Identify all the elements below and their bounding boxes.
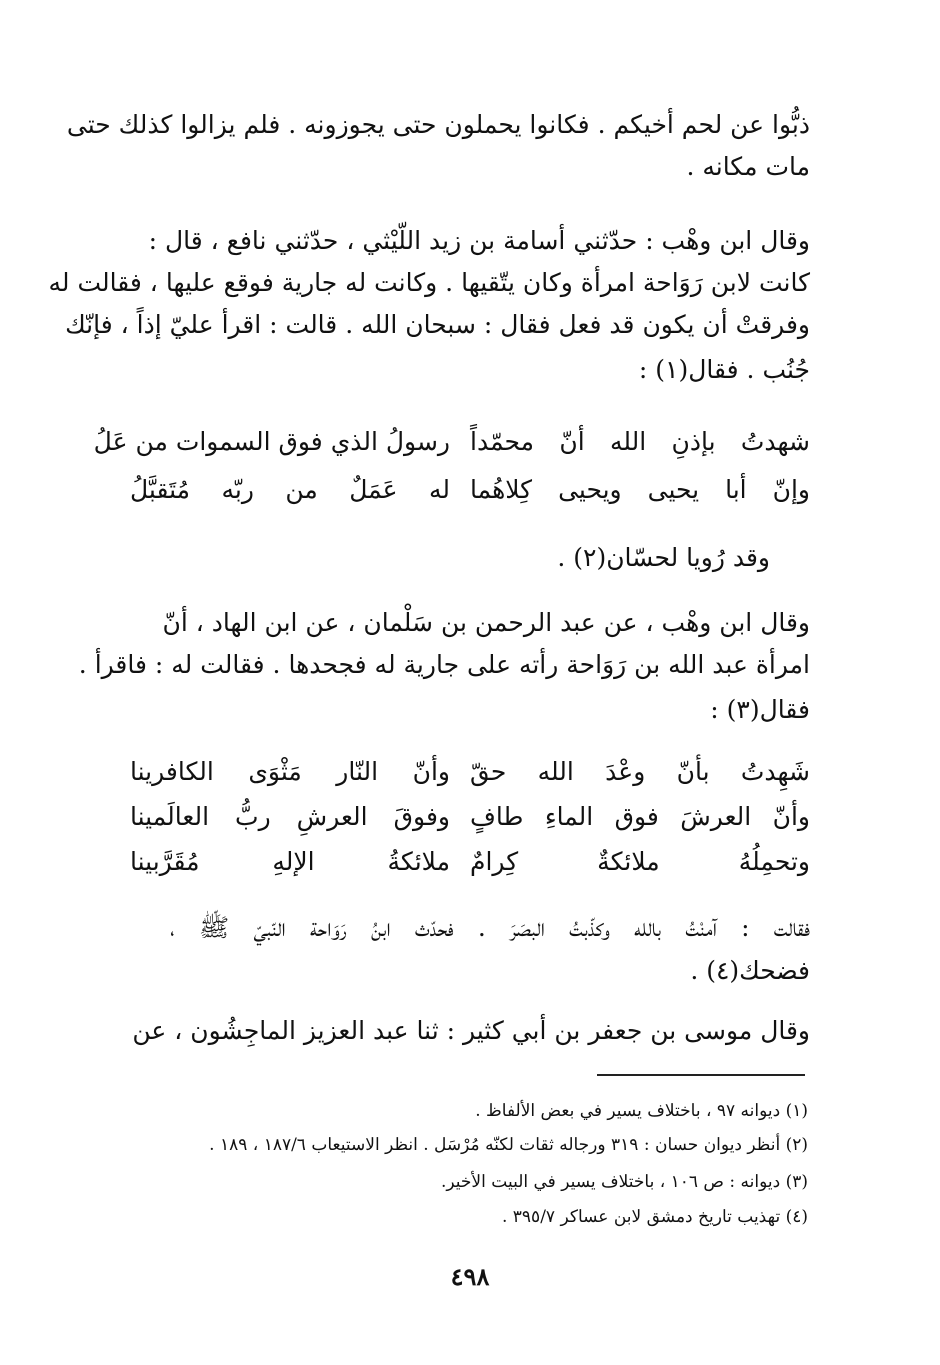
verse-hemistich-left: شهدتُ بإذنِ الله أنّ محمّداً <box>470 427 810 456</box>
text-line: وفرقتْ أن يكون قد فعل فقال : سبحان الله . قالت : اقرأ عليّ إذاً ، فإنّك <box>65 310 810 339</box>
page-number: ٤٩٨ <box>450 1262 490 1291</box>
text-line: فقالت : آمنْتُ بالله وكذّبتُ البصَرَ . فحدّث ابنُ رَوَاحة النّبيّ ﷺ ، <box>170 913 810 942</box>
footnote: (٢) أنظر ديوان حسان : ٣١٩ ورجاله ثقات لكنّه مُرْسَل . انظر الاستيعاب ١٨٧/٦ ، ١٨٩ . <box>209 1135 808 1155</box>
text-line: وقال ابن وهْب : حدّثني أسامة بن زيد اللّيْثي ، حدّثني نافع ، قال : <box>148 226 810 255</box>
text-line: فقال(٣) : <box>710 695 810 724</box>
text-line: وقال موسى بن جعفر بن أبي كثير : ثنا عبد العزيز الماجِشُون ، عن <box>132 1016 810 1045</box>
verse-hemistich-right: رسولُ الذي فوق السموات من عَلُ <box>93 427 450 456</box>
text-line: وقد رُويا لحسّان(٢) . <box>557 543 770 572</box>
verse-hemistich-right: وفوقَ العرشِ ربُّ العالَمينا <box>130 802 450 831</box>
text-line: ذبُّوا عن لحم أخيكم . فكانوا يحملون حتى يجوزونه . فلم يزالوا كذلك حتى <box>66 110 810 139</box>
footnote: (٣) ديوانه : ص ١٠٦ ، باختلاف يسير في البيت الأخير. <box>441 1172 808 1192</box>
text-line: وقال ابن وهْب ، عن عبد الرحمن بن سَلْمان ، عن ابن الهاد ، أنّ <box>162 608 810 637</box>
text-line: جُنُب . فقال(١) : <box>638 355 810 384</box>
verse-hemistich-left: وأنّ العرشَ فوق الماءِ طافٍ <box>470 802 810 831</box>
verse-hemistich-left: وتحمِلُهُ ملائكةٌ كِرامٌ <box>470 847 810 876</box>
text-line: فضحك(٤) . <box>690 956 810 985</box>
verse-hemistich-right: ملائكةُ الإلهِ مُقَرَّبينا <box>130 847 450 876</box>
verse-hemistich-right: له عَمَلٌ من ربّه مُتَقبَّلُ <box>130 475 450 504</box>
verse-hemistich-left: شَهِدتُ بأنّ وعْدَ الله حقّ <box>470 757 810 786</box>
text-line: كانت لابن رَوَاحة امرأة وكان يتّقيها . وكانت له جارية فوقع عليها ، فقالت له <box>48 268 810 297</box>
footnote: (٤) تهذيب تاريخ دمشق لابن عساكر ٣٩٥/٧ . <box>501 1207 808 1227</box>
verse-hemistich-left: وإنّ أبا يحيى ويحيى كِلاهُما <box>470 475 810 504</box>
text-line: مات مكانه . <box>686 152 810 181</box>
footnote: (١) ديوانه ٩٧ ، باختلاف يسير في بعض الألفاظ . <box>475 1101 808 1121</box>
text-line: امرأة عبد الله بن رَوَاحة رأته على جارية له فجحدها . فقالت له : فاقرأ . <box>78 650 810 679</box>
footnote-separator <box>597 1074 805 1076</box>
verse-hemistich-right: وأنّ النّار مَثْوَى الكافرينا <box>130 757 450 786</box>
